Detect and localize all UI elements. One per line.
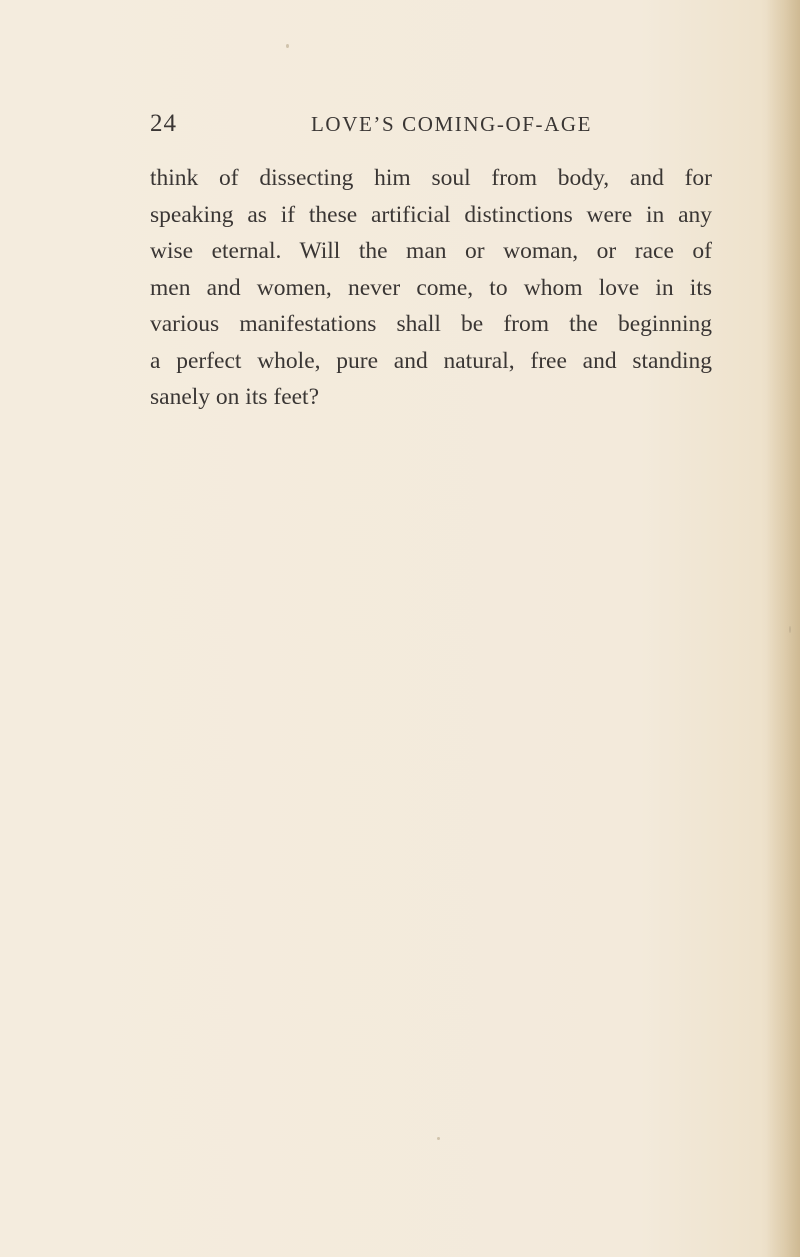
text-line: think of dissecting him soul from body, and for xyxy=(150,165,712,191)
text-line: speaking as if these artificial distinctions were in any xyxy=(150,201,712,228)
text-line: a perfect whole, pure and natural, free and standing xyxy=(150,347,712,374)
paper-speck xyxy=(286,44,289,48)
paper-speck xyxy=(437,1137,440,1140)
text-line: wise eternal. Will the man or woman, or race of xyxy=(150,238,712,264)
text-line: men and women, never come, to whom love in its xyxy=(150,274,712,301)
body-paragraph xyxy=(150,160,712,416)
paper-speck xyxy=(789,626,791,633)
page-edge-shadow xyxy=(766,0,800,1257)
text-line: sanely on its feet? xyxy=(150,384,320,410)
page-number: 24 xyxy=(150,110,177,137)
text-line: various manifestations shall be from the beginning xyxy=(150,311,712,337)
running-head xyxy=(150,110,750,146)
running-title: LOVE’S COMING-OF-AGE xyxy=(311,112,593,136)
